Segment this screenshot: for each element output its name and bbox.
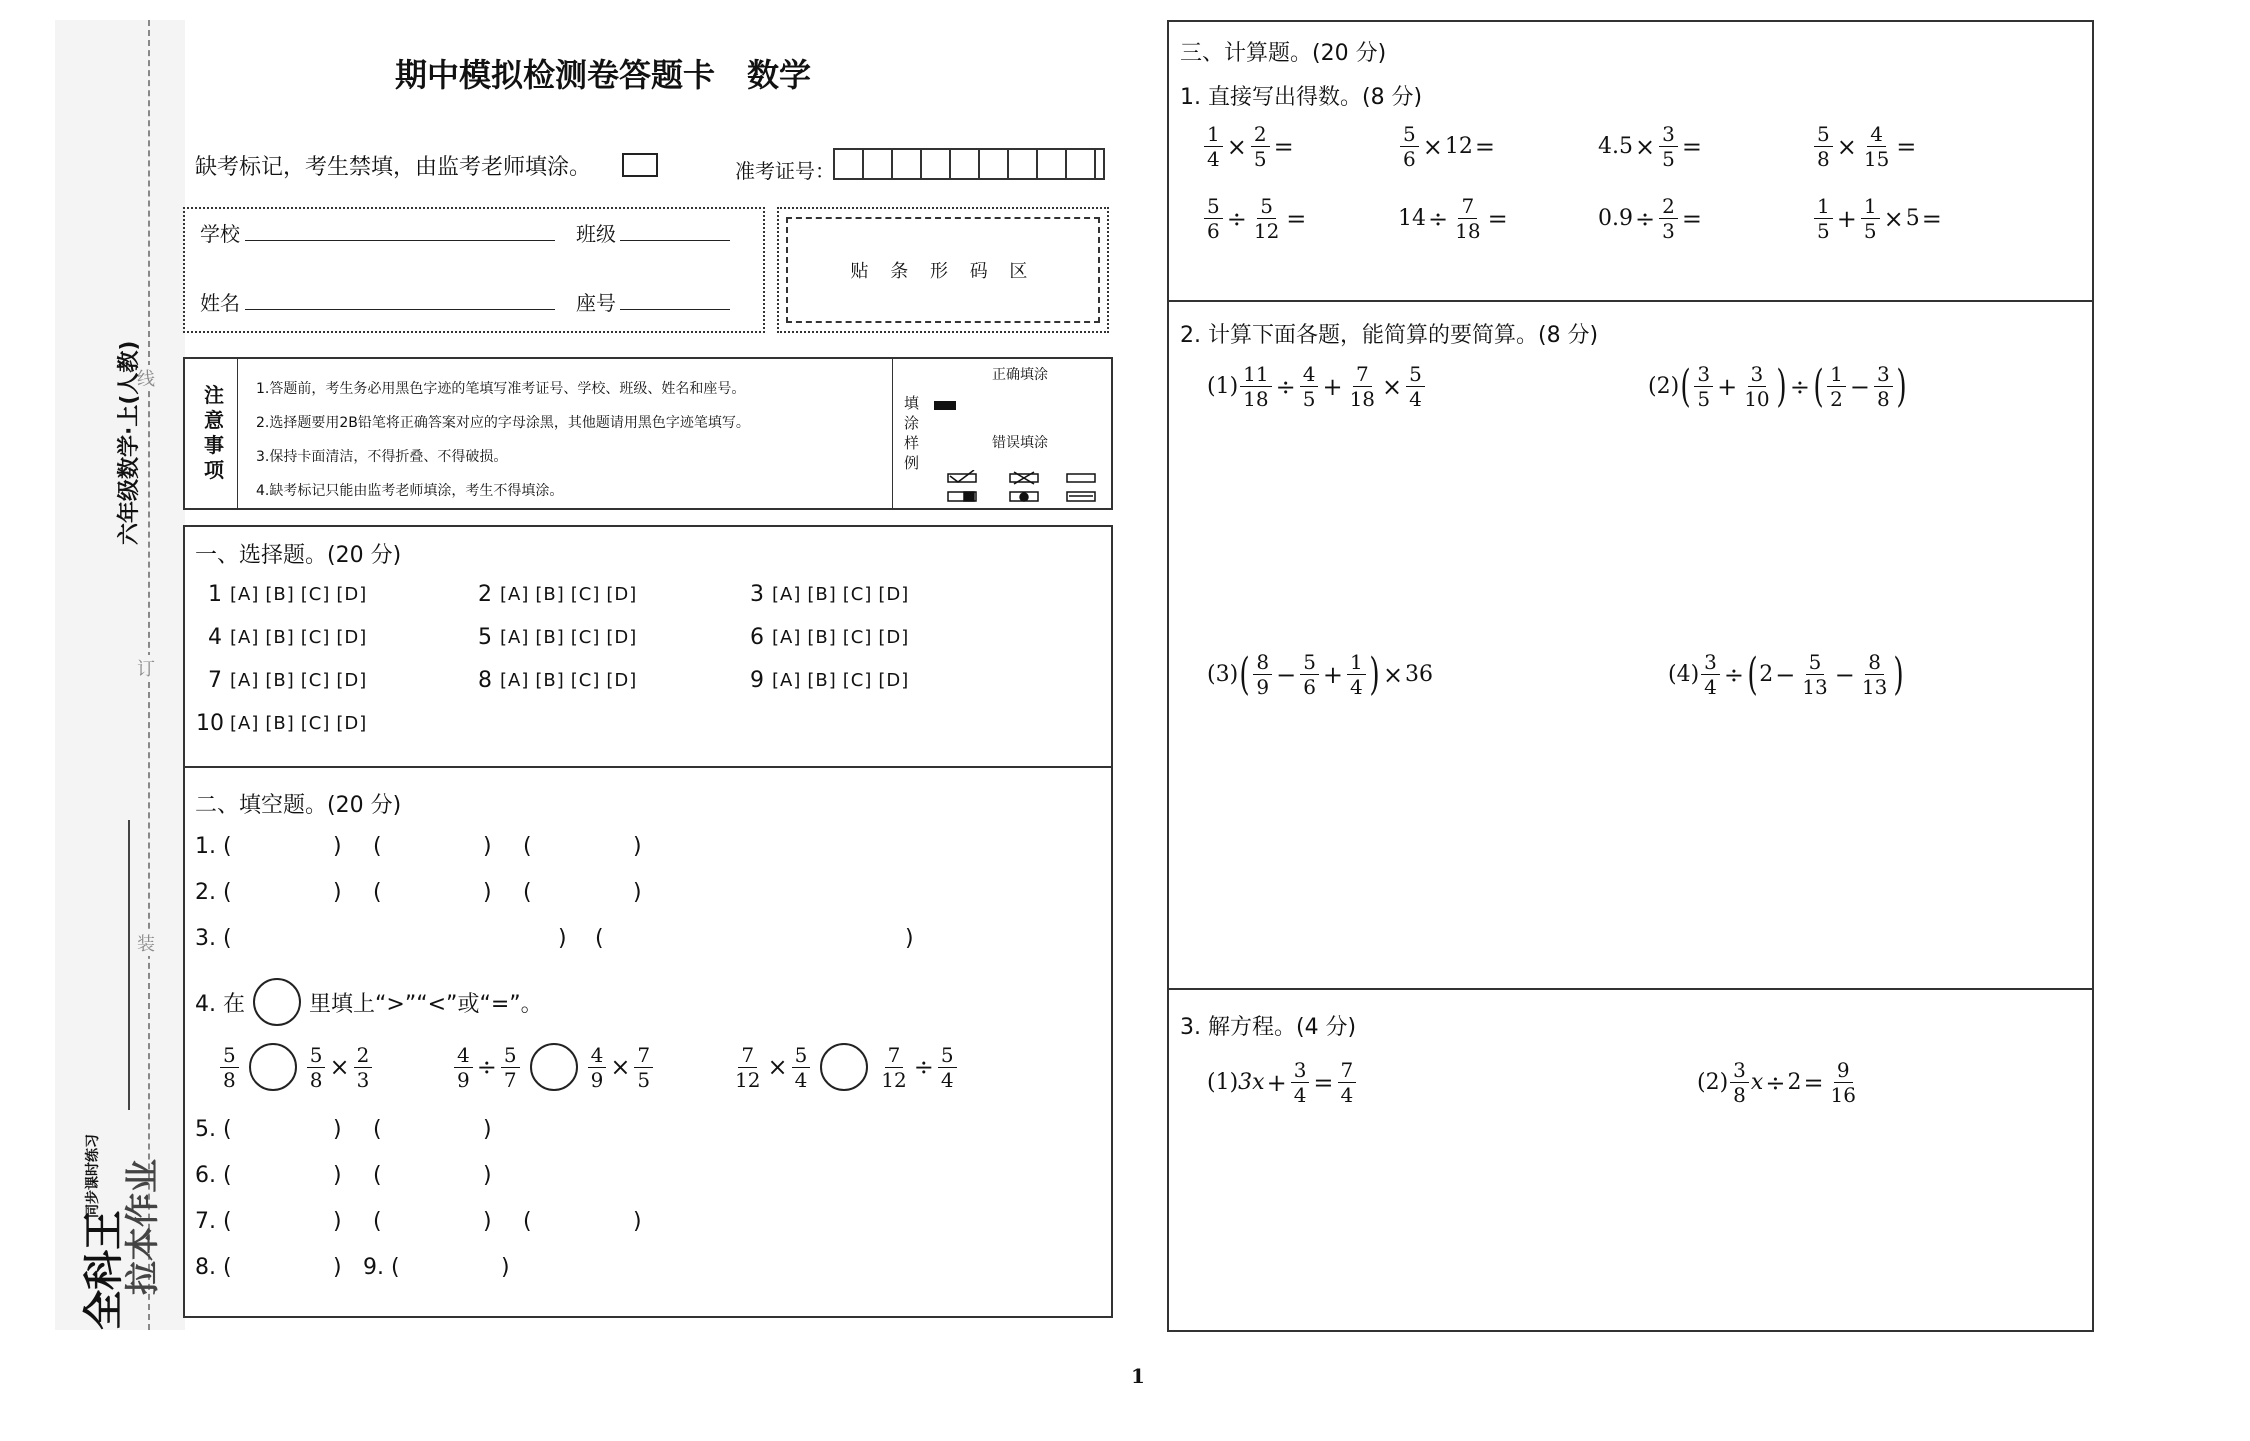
notice-item: 1.答题前，考生务必用黑色字迹的笔填写准考证号、学校、班级、姓名和座号。 [256, 381, 746, 397]
option-b[interactable]: [B] [265, 627, 295, 648]
option-d[interactable]: [D] [606, 584, 638, 605]
fill-q1[interactable]: 1. ( ) ( ) ( ) [195, 834, 642, 859]
exam-no-label: 准考证号： [735, 159, 835, 183]
part3-title: 3. 解方程。(4 分) [1180, 1015, 1357, 1040]
option-a[interactable]: [A] [500, 627, 530, 648]
grade-label: 六年级数学·上(人教) [117, 340, 142, 545]
option-a[interactable]: [A] [772, 627, 802, 648]
compare-2: $\frac{4}{9}$ ÷ $\frac{5}{7}$ $\frac{4}{9}$ × $\frac{7}{5}$ [452, 1043, 655, 1091]
notice-item: 4.缺考标记只能由监考老师填涂，考生不得填涂。 [256, 483, 564, 499]
option-d[interactable]: [D] [878, 584, 910, 605]
compare-circle-sample [253, 978, 301, 1026]
compare-circle[interactable] [820, 1043, 868, 1091]
option-b[interactable]: [B] [807, 627, 837, 648]
name-label: 姓名 [200, 291, 240, 315]
option-d[interactable]: [D] [336, 713, 368, 734]
notice-item: 3.保持卡面清洁，不得折叠、不得破损。 [256, 449, 508, 465]
fill-q2[interactable]: 2. ( ) ( ) ( ) [195, 880, 642, 905]
class-field[interactable] [620, 240, 730, 241]
correct-fill-sample [934, 401, 956, 410]
choice-row-5: 5 [A] [B] [C] [D] [478, 625, 638, 650]
section3-divider-2 [1167, 988, 2094, 990]
sample-label: 填 涂 样 例 [904, 394, 920, 472]
seat-label: 座号 [576, 291, 616, 315]
option-b[interactable]: [B] [535, 670, 565, 691]
wrong-fill-label: 错误填涂 [992, 435, 1048, 451]
school-label: 学校 [200, 222, 240, 246]
section1-title: 一、选择题。(20 分) [195, 543, 402, 568]
option-d[interactable]: [D] [878, 627, 910, 648]
choice-row-7: 7 [A] [B] [C] [D] [208, 668, 368, 693]
calc-2-2: (2) ( $\frac{3}{5}$ + $\frac{3}{10}$ ) ÷ ( $\frac{1}{2}$ − $\frac{3}{8}$ ) [1648, 360, 1907, 412]
compare-circle[interactable] [530, 1043, 578, 1091]
barcode-label: 贴 条 形 码 区 [850, 261, 1036, 282]
notice-divider-right [892, 357, 893, 510]
info-box [183, 207, 765, 333]
option-d[interactable]: [D] [336, 584, 368, 605]
option-c[interactable]: [C] [300, 584, 331, 605]
fill-q6[interactable]: 6. ( ) ( ) [195, 1163, 492, 1188]
calc-2-1: (1) $\frac{11}{18}$ ÷ $\frac{4}{5}$ + $\frac{7}{18}$ × $\frac{5}{4}$ [1207, 364, 1427, 409]
page-number: 1 [1131, 1364, 1145, 1388]
binding-solid-line [128, 820, 130, 1110]
option-d[interactable]: [D] [336, 627, 368, 648]
option-d[interactable]: [D] [606, 627, 638, 648]
option-c[interactable]: [C] [842, 670, 873, 691]
brand-logo: 全科王 [81, 1210, 127, 1330]
choice-row-10: 10 [A] [B] [C] [D] [196, 711, 368, 736]
calc-1-1: $\frac{1}{4}$ × $\frac{2}{5}$ = [1202, 124, 1296, 169]
school-field[interactable] [245, 240, 555, 241]
option-b[interactable]: [B] [265, 713, 295, 734]
binding-strip [55, 20, 185, 1330]
equation-1: (1) 3x + $\frac{3}{4}$ = $\frac{7}{4}$ [1207, 1060, 1358, 1105]
option-a[interactable]: [A] [772, 584, 802, 605]
calc-1-5: $\frac{5}{6}$ ÷ $\frac{5}{12}$ = [1202, 196, 1308, 241]
barcode-area [786, 217, 1100, 323]
choice-row-9: 9 [A] [B] [C] [D] [750, 668, 910, 693]
calc-1-3: 4.5 × $\frac{3}{5}$ = [1598, 122, 1702, 171]
notice-items [256, 372, 750, 508]
correct-fill-label: 正确填涂 [992, 367, 1048, 383]
option-c[interactable]: [C] [842, 627, 873, 648]
calc-1-8: $\frac{1}{5}$ + $\frac{1}{5}$ × 5 = [1812, 196, 1944, 241]
option-b[interactable]: [B] [265, 670, 295, 691]
page-title: 期中模拟检测卷答题卡 数学 [395, 56, 812, 94]
option-d[interactable]: [D] [606, 670, 638, 691]
bind-mark-pack: 装 [137, 930, 155, 956]
choice-row-3: 3 [A] [B] [C] [D] [750, 582, 910, 607]
choice-row-6: 6 [A] [B] [C] [D] [750, 625, 910, 650]
option-a[interactable]: [A] [230, 584, 260, 605]
choice-row-4: 4 [A] [B] [C] [D] [208, 625, 368, 650]
bind-mark-order: 订 [137, 655, 155, 681]
absent-mark-box[interactable] [622, 153, 658, 177]
compare-1: $\frac{5}{8}$ $\frac{5}{8}$ × $\frac{2}{3}$ [218, 1043, 374, 1091]
fill-q7[interactable]: 7. ( ) ( ) ( ) [195, 1209, 642, 1234]
seat-field[interactable] [620, 309, 730, 310]
fill-q3[interactable]: 3. ( ) ( ) [195, 926, 914, 951]
absent-note: 缺考标记，考生禁填，由监考老师填涂。 [195, 155, 592, 180]
notice-heading: 注 意 事 项 [204, 383, 224, 482]
calc-1-6: 14 ÷ $\frac{7}{18}$ = [1398, 194, 1508, 243]
section2-title: 二、填空题。(20 分) [195, 793, 402, 818]
class-label: 班级 [576, 222, 616, 246]
option-c[interactable]: [C] [570, 670, 601, 691]
calc-1-7: 0.9 ÷ $\frac{2}{3}$ = [1598, 194, 1702, 243]
section3-title: 三、计算题。(20 分) [1180, 41, 1387, 66]
part1-title: 1. 直接写出得数。(8 分) [1180, 85, 1423, 110]
choice-row-1: 1 [A] [B] [C] [D] [208, 582, 368, 607]
calc-2-3: (3) ( $\frac{8}{9}$ − $\frac{5}{6}$ + $\frac{1}{4}$ ) × 36 [1207, 648, 1434, 700]
calc-1-4: $\frac{5}{8}$ × $\frac{4}{15}$ = [1812, 124, 1918, 169]
option-a[interactable]: [A] [230, 713, 260, 734]
option-c[interactable]: [C] [300, 713, 331, 734]
brand-sub: 同步课时练习 [85, 1134, 101, 1218]
option-d[interactable]: [D] [336, 670, 368, 691]
name-field[interactable] [245, 309, 555, 310]
compare-3: $\frac{7}{12}$ × $\frac{5}{4}$ $\frac{7}{12}$ ÷ $\frac{5}{4}$ [730, 1043, 959, 1091]
option-b[interactable]: [B] [807, 584, 837, 605]
option-c[interactable]: [C] [842, 584, 873, 605]
brand-sub2: 拉本作业 [123, 1159, 163, 1295]
answer-space-2a[interactable] [1180, 420, 2080, 650]
option-c[interactable]: [C] [300, 670, 331, 691]
option-b[interactable]: [B] [265, 584, 295, 605]
option-a[interactable]: [A] [230, 670, 260, 691]
answer-space-3[interactable] [1180, 1120, 2080, 1320]
notice-item: 2.选择题要用2B铅笔将正确答案对应的字母涂黑，其他题请用黑色字迹笔填写。 [256, 415, 750, 431]
bind-mark-line: 线 [137, 365, 155, 391]
compare-circle[interactable] [249, 1043, 297, 1091]
option-c[interactable]: [C] [570, 627, 601, 648]
fill-q4-instruction: 4. 在 里填上“>”“<”或“=”。 [195, 978, 543, 1026]
option-c[interactable]: [C] [570, 584, 601, 605]
exam-no-boxes[interactable] [833, 148, 1105, 180]
option-a[interactable]: [A] [772, 670, 802, 691]
option-c[interactable]: [C] [300, 627, 331, 648]
choice-row-2: 2 [A] [B] [C] [D] [478, 582, 638, 607]
option-d[interactable]: [D] [878, 670, 910, 691]
fill-q8-q9[interactable]: 8. ( ) 9. ( ) [195, 1255, 510, 1280]
option-a[interactable]: [A] [500, 670, 530, 691]
choice-row-8: 8 [A] [B] [C] [D] [478, 668, 638, 693]
part2-title: 2. 计算下面各题，能简算的要简算。(8 分) [1180, 323, 1599, 348]
calc-2-4: (4) $\frac{3}{4}$ ÷ ( 2 − $\frac{5}{13}$ − $\frac{8}{13}$ ) [1668, 648, 1905, 700]
option-b[interactable]: [B] [535, 584, 565, 605]
notice-divider-left [237, 357, 238, 510]
option-b[interactable]: [B] [807, 670, 837, 691]
section3-divider-1 [1167, 300, 2094, 302]
equation-2: (2) $\frac{3}{8}$ x ÷ 2 = $\frac{9}{16}$ [1697, 1058, 1856, 1107]
answer-space-2b[interactable] [1180, 710, 2080, 970]
calc-1-2: $\frac{5}{6}$ × 12 = [1398, 124, 1497, 169]
option-a[interactable]: [A] [230, 627, 260, 648]
fill-q5[interactable]: 5. ( ) ( ) [195, 1117, 492, 1142]
wrong-fill-samples [940, 470, 1100, 506]
option-b[interactable]: [B] [535, 627, 565, 648]
option-a[interactable]: [A] [500, 584, 530, 605]
